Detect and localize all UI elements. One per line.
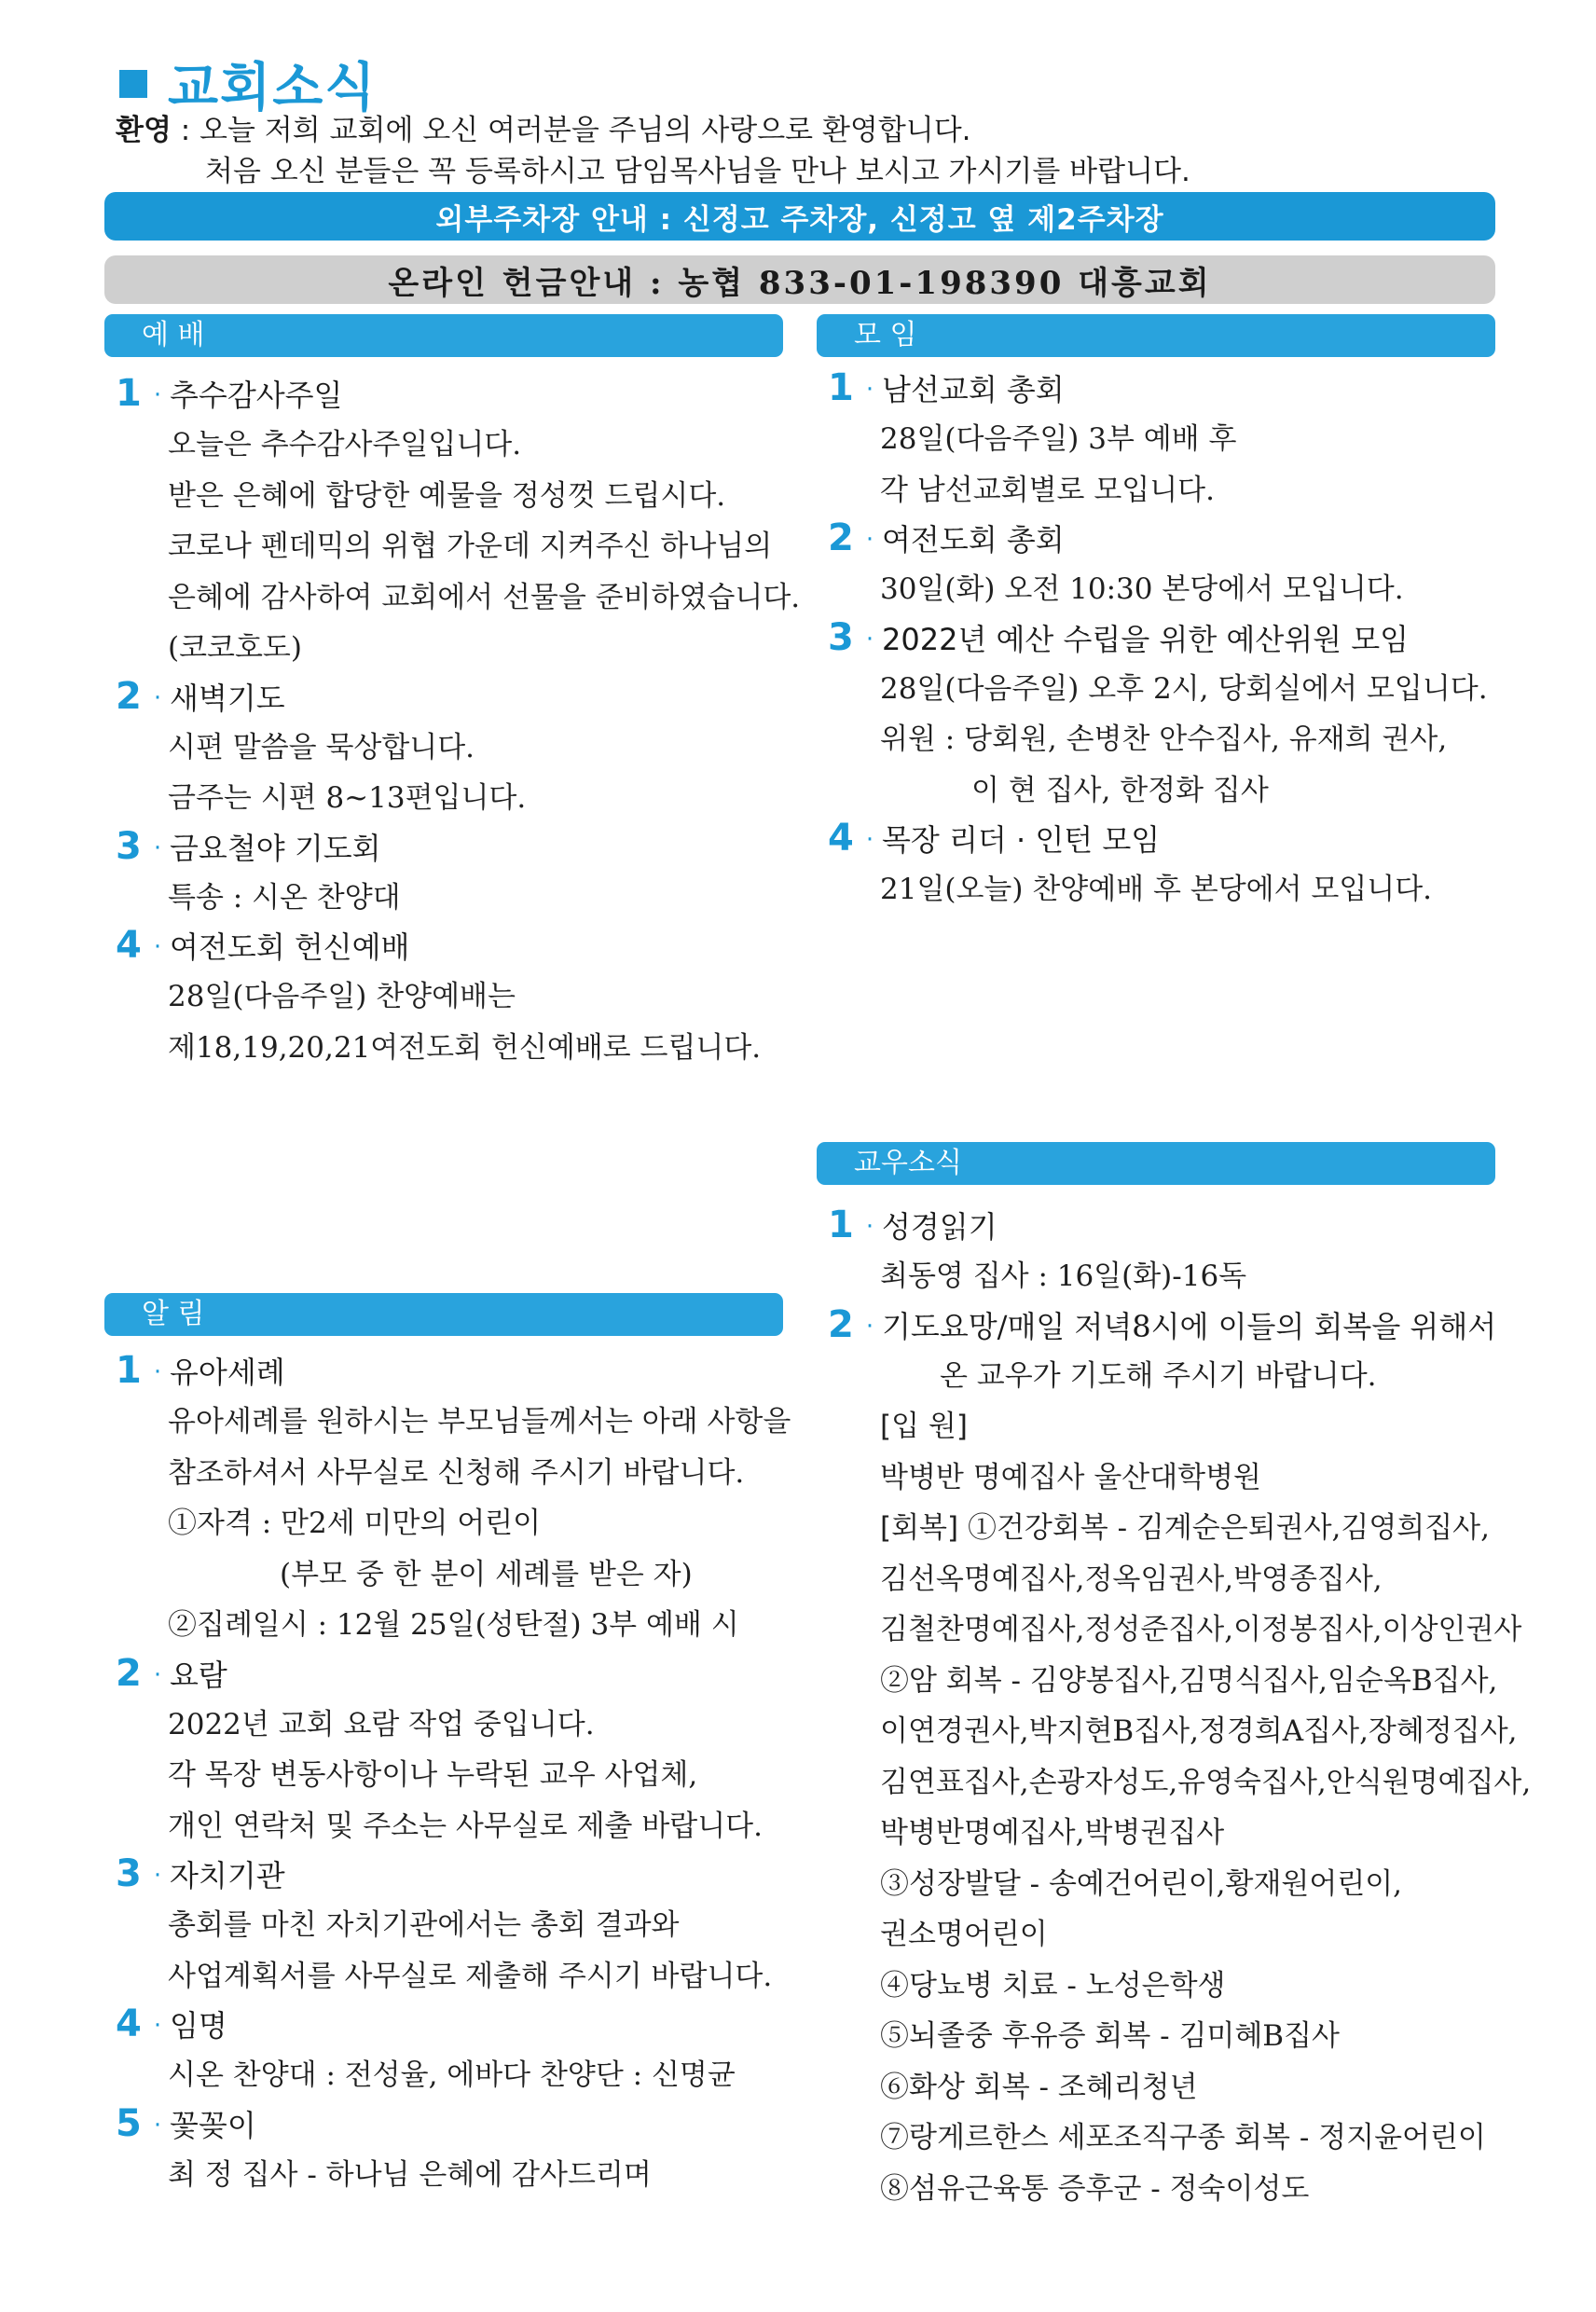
item-dot: · [865,526,874,554]
members-item-2 [828,1302,1555,2215]
members-section-header: 교우소식 [817,1142,1495,1185]
item-title: 꽃꽂이 [170,2107,256,2143]
worship-list [116,371,843,1073]
recovery-line: 권소명어린이 [880,1918,1048,1951]
meeting-item-4 [828,816,1555,915]
worship-item-4 [116,923,843,1073]
item-dot: · [865,1312,874,1341]
parking-banner: 외부주차장 안내 : 신정고 주차장, 신정고 옆 제2주차장 [104,192,1495,241]
item-line: 사업계획서를 사무실로 제출해 주시기 바랍니다. [168,1959,773,1993]
item-title: 요람 [170,1657,227,1693]
meeting-section-header: 모 임 [817,314,1495,357]
item-line: 유아세례를 원하시는 부모님들께서는 아래 사항을 [168,1405,791,1438]
item-title: 새벽기도 [170,680,285,716]
item-title: 목장 리더 · 인턴 모임 [882,822,1161,858]
offering-banner: 온라인 헌금안내 : 농협 833-01-198390 대흥교회 [104,255,1495,304]
notice-item-5 [116,2101,843,2201]
recovery-line: 박병반명예집사,박병권집사 [880,1816,1225,1850]
item-dot: · [153,2012,162,2040]
recovery-line: ⑥화상 회복 - 조혜리청년 [880,2070,1198,2104]
item-number: 4 [828,817,854,860]
item-line: 각 남선교회별로 모입니다. [880,473,1215,507]
item-line: 오늘은 추수감사주일입니다. [168,428,522,461]
item-title: 남선교회 총회 [882,372,1065,407]
item-line: 각 목장 변동사항이나 누락된 교우 사업체, [168,1758,698,1792]
item-line: (부모 중 한 분이 세례를 받은 자) [280,1557,693,1591]
item-number: 3 [116,1852,142,1895]
item-line: 제18,19,20,21여전도회 헌신예배로 드립니다. [168,1030,762,1065]
item-dot: · [153,1358,162,1386]
item-title: 2022년 예산 수립을 위한 예산위원 모임 [882,621,1410,657]
worship-item-3 [116,824,843,924]
item-dot: · [865,625,874,654]
item-number: 3 [116,824,142,868]
recovery-label: [회복] [880,1511,959,1545]
recovery-line: ④당뇨병 치료 - 노성은학생 [880,1968,1226,2002]
item-line: 개인 연락처 및 주소는 사무실로 제출 바랍니다. [168,1809,763,1843]
recovery-first-line [828,1503,1555,1554]
item-number: 2 [828,516,854,559]
item-line: 받은 은혜에 합당한 예물을 정성껏 드립시다. [168,478,726,513]
item-line: 최 정 집사 - 하나님 은혜에 감사드리며 [168,2157,652,2192]
item-number: 3 [828,615,854,659]
meeting-list [828,365,1555,915]
item-title-main: 기도요망 [882,1308,998,1344]
admitted-label-text: [입 원] [880,1410,968,1443]
item-line: 위원 : 당회원, 손병찬 안수집사, 유재희 권사, [880,722,1448,756]
members-list [828,1203,1555,2214]
item-dot: · [153,933,162,961]
item-title: 여전도회 총회 [882,522,1065,557]
item-line: (코코호도) [168,631,302,665]
item-line: 2022년 교회 요람 작업 중입니다. [168,1707,595,1741]
worship-item-2 [116,674,843,824]
item-number: 5 [116,2101,142,2145]
meeting-item-3 [828,615,1555,817]
notice-item-1 [116,1348,843,1651]
item-line: 시편 말씀을 묵상합니다. [168,730,475,764]
recovery-line: 김선옥명예집사,정옥임권사,박영종집사, [880,1562,1383,1596]
recovery-line: ③성장발달 - 송예건어린이,황재원어린이, [880,1866,1403,1901]
recovery-line: ⑤뇌졸중 후유증 회복 - 김미혜B집사 [880,2019,1340,2053]
item-title: 여전도회 헌신예배 [170,929,410,965]
item-line: 특송 : 시온 찬양대 [168,880,401,915]
item-number: 1 [828,366,854,409]
recovery-line: 김철찬명예집사,정성준집사,이정봉집사,이상인권사 [880,1613,1522,1646]
recovery-line: 이연경권사,박지현B집사,정경희A집사,장혜정집사, [880,1714,1518,1748]
notice-section-header: 알 림 [104,1293,783,1336]
item-dot: · [153,1862,162,1890]
page-title: 교회소식 [168,58,378,118]
item-line: 은혜에 감사하여 교회에서 선물을 준비하였습니다. [168,580,801,614]
members-item-1 [828,1203,1555,1302]
item-number: 2 [116,674,142,718]
notice-list [116,1348,843,2200]
notice-item-2 [116,1651,843,1852]
item-title: 금요철야 기도회 [170,830,381,866]
item-line: 28일(다음주일) 오후 2시, 당회실에서 모입니다. [880,671,1488,706]
worship-item-1 [116,371,843,674]
item-line: 이 현 집사, 한정화 집사 [971,773,1269,807]
item-line: 시온 찬양대 : 전성율, 에바다 찬양단 : 신명균 [168,2058,736,2092]
item-line: 30일(화) 오전 10:30 본당에서 모입니다. [880,572,1404,606]
notice-item-3 [116,1851,843,2002]
recovery-line: ②암 회복 - 김양봉집사,김명식집사,임순옥B집사, [880,1663,1498,1698]
item-number: 2 [116,1651,142,1695]
item-number: 1 [116,1349,142,1392]
square-bullet-icon [119,70,147,98]
welcome-message [116,110,1190,192]
item-dot: · [153,683,162,712]
item-line: 21일(오늘) 찬양예배 후 본당에서 모입니다. [880,873,1433,906]
item-number: 4 [116,924,142,967]
item-line: 온 교우가 기도해 주시기 바랍니다. [940,1358,1377,1393]
item-title: 임명 [170,2008,227,2044]
item-title [882,1302,1496,1351]
item-number: 2 [828,1302,854,1346]
item-number: 1 [116,372,142,415]
recovery-line: 김연표집사,손광자성도,유영숙집사,안식원명예집사, [880,1765,1532,1799]
item-title: 유아세례 [170,1355,285,1390]
item-line: ②집례일시 : 12월 25일(성탄절) 3부 예배 시 [168,1608,739,1642]
notice-item-4 [116,2002,843,2101]
recovery-first: ①건강회복 - 김계순은퇴권사,김영희집사, [967,1511,1490,1545]
item-line: 28일(다음주일) 3부 예배 후 [880,422,1237,456]
recovery-line: ⑧섬유근육통 증후군 - 정숙이성도 [880,2171,1310,2206]
item-number: 1 [828,1204,854,1246]
meeting-item-2 [828,516,1555,615]
item-line: ①자격 : 만2세 미만의 어린이 [168,1507,542,1540]
item-title: 성경읽기 [882,1209,998,1245]
meeting-item-1 [828,365,1555,516]
item-dot: · [865,376,874,404]
item-dot: · [153,833,162,862]
item-dot: · [153,381,162,409]
item-dot: · [865,826,874,854]
item-line: 최동영 집사 : 16일(화)-16독 [880,1259,1247,1293]
admitted-line: 박병반 명예집사 울산대학병원 [880,1460,1262,1494]
item-number: 4 [116,2002,142,2045]
item-title-extra: /매일 저녁8시에 이들의 회복을 위해서 [997,1308,1497,1344]
welcome-label: 환영 [116,114,172,147]
worship-section-header: 예 배 [104,314,783,357]
item-title: 추수감사주일 [170,378,343,413]
welcome-line-2: 처음 오신 분들은 꼭 등록하시고 담임목사님을 만나 보시고 가시기를 바랍니다. [205,155,1190,188]
item-line: 참조하셔서 사무실로 신청해 주시기 바랍니다. [168,1455,745,1490]
admitted-label [828,1401,1555,1452]
welcome-text-1: : 오늘 저희 교회에 오신 여러분을 주님의 사랑으로 환영합니다. [171,114,971,147]
recovery-line: ⑦랑게르한스 세포조직구종 회복 - 정지윤어린이 [880,2121,1486,2154]
item-dot: · [153,2111,162,2140]
item-title: 자치기관 [170,1858,285,1893]
item-line: 금주는 시편 8~13편입니다. [168,781,527,815]
item-line: 총회를 마친 자치기관에서는 총회 결과와 [168,1908,680,1942]
welcome-line-1 [116,110,1190,151]
item-line: 코로나 펜데믹의 위협 가운데 지켜주신 하나님의 [168,530,773,563]
item-dot: · [865,1213,874,1241]
item-line: 28일(다음주일) 찬양예배는 [168,980,516,1013]
item-dot: · [153,1660,162,1689]
